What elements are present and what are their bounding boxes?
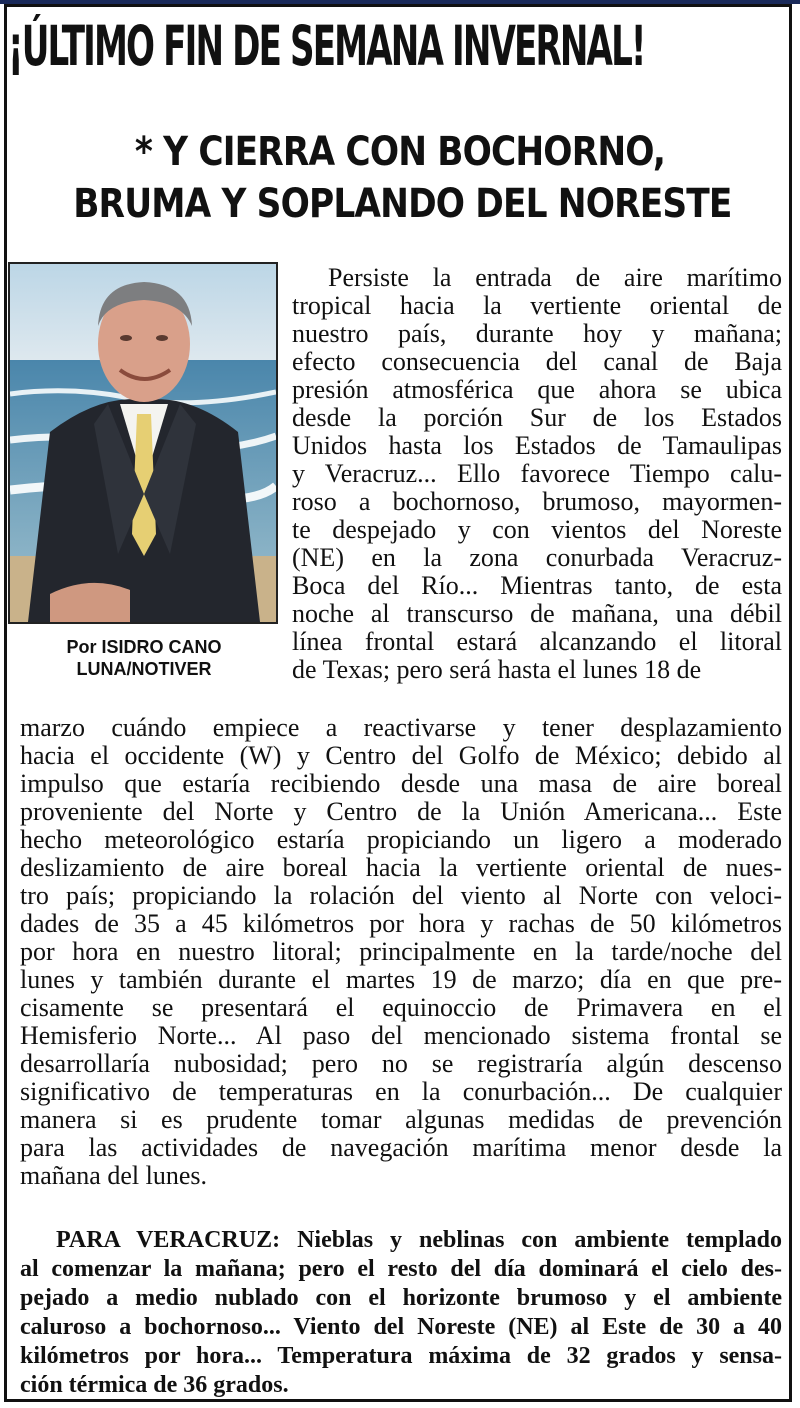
forecast-line: PARA VERACRUZ: Nieblas y neblinas con ambiente templado (56, 1227, 782, 1253)
full-width-line: hacia el occidente (W) y Centro del Golfo de México; debido al (20, 741, 782, 770)
full-width-line: hecho meteorológico estaría propiciando un ligero a moderado (20, 825, 782, 854)
full-width-line: para las actividades de navegación marítima menor desde la (20, 1133, 782, 1162)
right-column-line: y Veracruz... Ello favorece Tiempo calu- (292, 459, 782, 488)
right-column-line: roso a bochornoso, brumoso, mayormen- (292, 487, 782, 516)
right-column-line: línea frontal estará alcanzando el litoral (292, 627, 782, 656)
full-width-line: Hemisferio Norte... Al paso del mencionado sistema frontal se (20, 1021, 782, 1050)
subheadline (20, 126, 780, 230)
full-width-line: mañana del lunes. (20, 1161, 207, 1190)
full-width-line: manera si es prudente tomar algunas medidas de prevención (20, 1105, 782, 1134)
right-column-line: noche al transcurso de mañana, una débil (292, 599, 782, 628)
right-column-line: te despejado y con vientos del Noreste (292, 515, 782, 544)
right-column-line: tropical hacia la vertiente oriental de (292, 291, 782, 320)
forecast-line: pejado a medio nublado con el horizonte brumoso y el ambiente (20, 1285, 782, 1311)
full-width-line: tro país; propiciando la rolación del viento al Norte con veloci- (20, 881, 782, 910)
full-width-line: lunes y también durante el martes 19 de marzo; día en que pre- (20, 965, 782, 994)
full-width-line: proveniente del Norte y Centro de la Unión Americana... Este (20, 797, 782, 826)
forecast-line: ción térmica de 36 grados. (20, 1372, 289, 1398)
byline-line-1: Por ISIDRO CANO (66, 637, 222, 657)
forecast-line: caluroso a bochornoso... Viento del Noreste (NE) al Este de 30 a 40 (20, 1314, 782, 1340)
right-column-line: de Texas; pero será hasta el lunes 18 de (292, 655, 702, 684)
byline-line-2: LUNA/NOTIVER (76, 659, 212, 679)
right-column-line: desde la porción Sur de los Estados (292, 403, 782, 432)
right-column-line: (NE) en la zona conurbada Veracruz- (292, 543, 782, 572)
right-column-line: nuestro país, durante hoy y mañana; (292, 319, 782, 348)
subheadline-line-2: BRUMA Y SOPLANDO DEL NORESTE (73, 181, 732, 227)
article-body-full-width (20, 714, 782, 1190)
full-width-line: marzo cuándo empiece a reactivarse y tener desplazamiento (20, 713, 782, 742)
subheadline-line-1: * Y CIERRA CON BOCHORNO, (134, 129, 666, 175)
full-width-line: desarrollaría nubosidad; pero no se registraría algún descenso (20, 1049, 782, 1078)
author-photo-illustration (10, 264, 276, 622)
full-width-line: deslizamiento de aire boreal hacia la vertiente oriental de nues- (20, 853, 782, 882)
headline: ¡ÚLTIMO FIN DE SEMANA INVERNAL! (8, 14, 645, 78)
forecast-paragraph (20, 1226, 782, 1400)
right-column-line: presión atmosférica que ahora se ubica (292, 375, 782, 404)
forecast-line: kilómetros por hora... Temperatura máxima de 32 grados y sensa- (20, 1343, 782, 1369)
right-column-line: efecto consecuencia del canal de Baja (292, 347, 782, 376)
byline (10, 636, 278, 680)
article-body-right-column (292, 264, 782, 684)
full-width-line: por hora en nuestro litoral; principalmente en la tarde/noche del (20, 937, 782, 966)
right-column-line: Persiste la entrada de aire marítimo (328, 263, 782, 292)
full-width-line: significativo de temperaturas en la conurbación... De cualquier (20, 1077, 782, 1106)
right-column-line: Boca del Río... Mientras tanto, de esta (292, 571, 782, 600)
full-width-line: impulso que estaría recibiendo desde una masa de aire boreal (20, 769, 782, 798)
right-column-line: Unidos hasta los Estados de Tamaulipas (292, 431, 782, 460)
forecast-line: al comenzar la mañana; pero el resto del día dominará el cielo des- (20, 1256, 782, 1282)
full-width-line: cisamente se presentará el equinoccio de Primavera en el (20, 993, 782, 1022)
author-photo (8, 262, 278, 624)
full-width-line: dades de 35 a 45 kilómetros por hora y rachas de 50 kilómetros (20, 909, 782, 938)
